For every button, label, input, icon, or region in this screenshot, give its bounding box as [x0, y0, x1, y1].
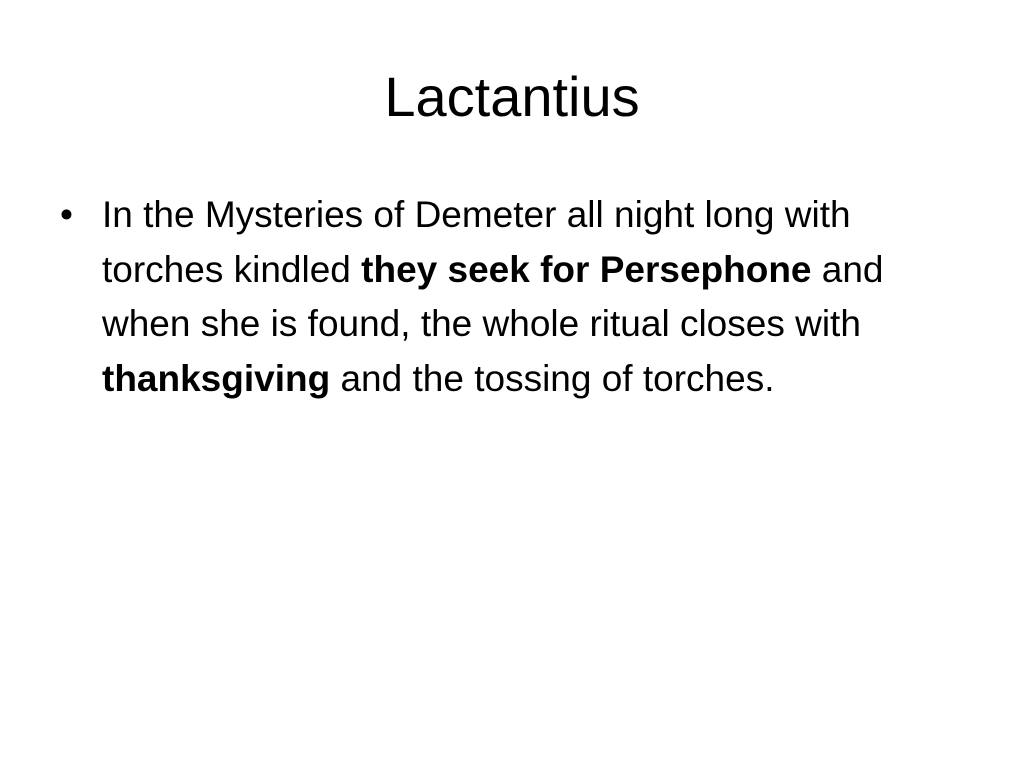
bullet-text-plain-2: and when she is found, the whole ritual closes with — [102, 248, 884, 344]
bullet-item — [60, 188, 970, 406]
bullet-text-plain-1: In the Mysteries of Demeter all night long with torches kindled — [102, 194, 851, 290]
bullet-text-bold-1: they seek for Persephone — [361, 248, 812, 290]
bullet-text-bold-2: thanksgiving — [102, 357, 331, 399]
bullet-dot-icon: • — [60, 194, 73, 235]
bullet-text-plain-3: and the tossing of torches. — [330, 357, 775, 399]
slide-title: Lactantius — [384, 65, 640, 128]
bullet-list — [60, 188, 970, 406]
